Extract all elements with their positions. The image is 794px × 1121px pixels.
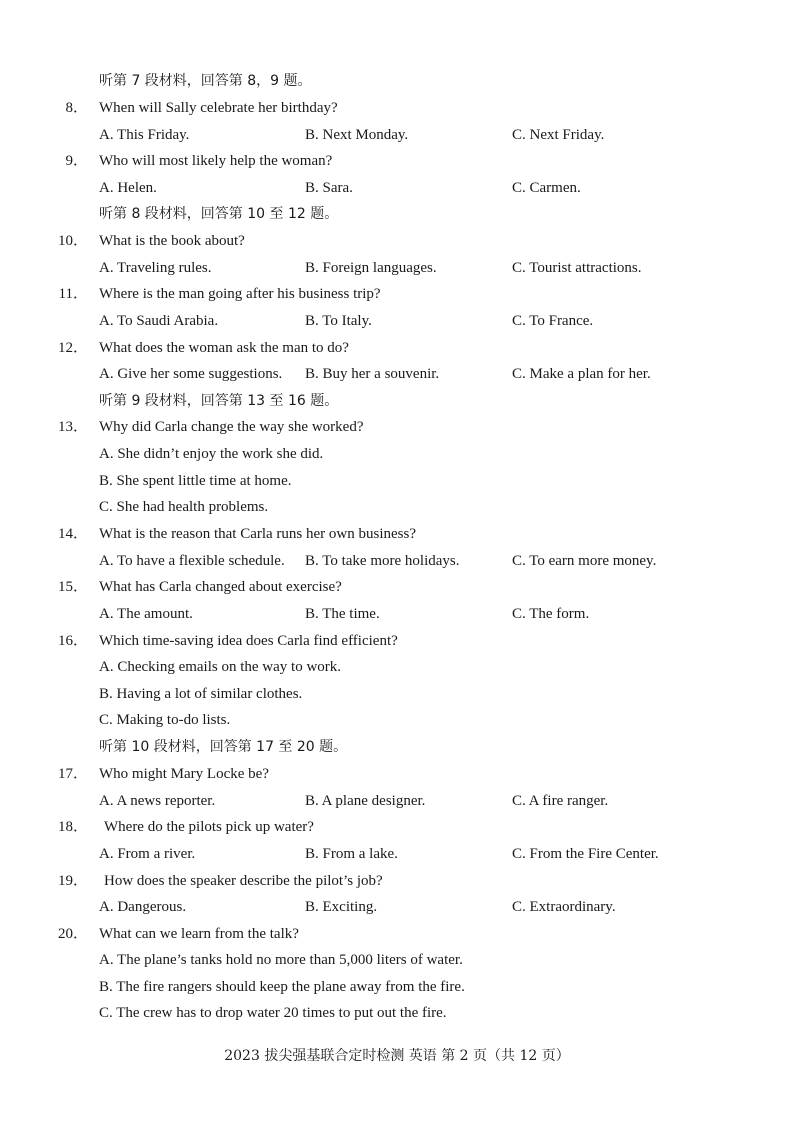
question-text: When will Sally celebrate her birthday? — [99, 100, 338, 116]
question-text: Who will most likely help the woman? — [99, 153, 333, 169]
question-text: What does the woman ask the man to do? — [99, 340, 349, 356]
option-c: C. Carmen. — [512, 180, 581, 196]
question-number: 16． — [58, 633, 89, 649]
question-number: 9． — [65, 153, 88, 169]
option-b: B. Next Monday. — [305, 127, 409, 143]
question-number: 14． — [58, 526, 89, 542]
section-header: 听第 9 段材料，回答第 13 至 16 题。 — [99, 393, 339, 409]
question-text: How does the speaker describe the pilot’s job? — [104, 873, 383, 889]
option-b: B. She spent little time at home. — [99, 473, 292, 489]
option-c: C. To earn more money. — [512, 553, 657, 569]
option-b: B. To Italy. — [305, 313, 372, 329]
option-a: A. The plane’s tanks hold no more than 5,000 liters of water. — [99, 952, 463, 968]
option-a: A. She didn’t enjoy the work she did. — [99, 446, 324, 462]
option-c: C. The form. — [512, 606, 590, 622]
section-header: 听第 10 段材料，回答第 17 至 20 题。 — [99, 739, 348, 755]
question-number: 13． — [58, 419, 89, 435]
question-text: Why did Carla change the way she worked? — [99, 419, 364, 435]
question-text: What is the book about? — [99, 233, 245, 249]
question-text: What has Carla changed about exercise? — [99, 579, 342, 595]
option-a: A. The amount. — [99, 606, 193, 622]
option-a: A. This Friday. — [99, 127, 190, 143]
option-a: A. From a river. — [99, 846, 196, 862]
page-footer: 2023 拔尖强基联合定时检测 英语 第 2 页（共 12 页） — [224, 1048, 570, 1064]
question-number: 11． — [58, 286, 88, 302]
question-text: What can we learn from the talk? — [99, 926, 299, 942]
option-b: B. A plane designer. — [305, 793, 426, 809]
option-c: C. Tourist attractions. — [512, 260, 642, 276]
question-text: Where do the pilots pick up water? — [104, 819, 314, 835]
question-number: 15． — [58, 579, 89, 595]
option-c: C. Making to-do lists. — [99, 712, 231, 728]
question-text: Which time-saving idea does Carla find efficient? — [99, 633, 398, 649]
option-b: B. Sara. — [305, 180, 353, 196]
option-c: C. To France. — [512, 313, 594, 329]
option-b: B. Buy her a souvenir. — [305, 366, 440, 382]
option-b: B. The time. — [305, 606, 380, 622]
option-a: A. A news reporter. — [99, 793, 216, 809]
option-a: A. Traveling rules. — [99, 260, 212, 276]
option-b: B. Exciting. — [305, 899, 378, 915]
question-number: 10． — [58, 233, 89, 249]
question-number: 17． — [58, 766, 89, 782]
option-c: C. Make a plan for her. — [512, 366, 651, 382]
question-text: Where is the man going after his business trip? — [99, 286, 381, 302]
section-header: 听第 7 段材料，回答第 8，9 题。 — [99, 73, 312, 89]
option-a: A. Give her some suggestions. — [99, 366, 283, 382]
question-text: Who might Mary Locke be? — [99, 766, 269, 782]
option-c: C. She had health problems. — [99, 499, 269, 515]
question-number: 12． — [58, 340, 89, 356]
option-a: A. Checking emails on the way to work. — [99, 659, 342, 675]
option-a: A. Helen. — [99, 180, 157, 196]
question-number: 19． — [58, 873, 89, 889]
option-a: A. To have a flexible schedule. — [99, 553, 285, 569]
option-b: B. From a lake. — [305, 846, 398, 862]
option-c: C. Next Friday. — [512, 127, 605, 143]
option-a: A. Dangerous. — [99, 899, 187, 915]
option-b: B. To take more holidays. — [305, 553, 460, 569]
question-number: 18． — [58, 819, 89, 835]
option-c: C. Extraordinary. — [512, 899, 616, 915]
option-b: B. Foreign languages. — [305, 260, 437, 276]
option-c: C. From the Fire Center. — [512, 846, 659, 862]
option-c: C. The crew has to drop water 20 times to put out the fire. — [99, 1005, 447, 1021]
question-number: 20． — [58, 926, 89, 942]
option-a: A. To Saudi Arabia. — [99, 313, 219, 329]
section-header: 听第 8 段材料，回答第 10 至 12 题。 — [99, 206, 339, 222]
option-b: B. Having a lot of similar clothes. — [99, 686, 303, 702]
question-text: What is the reason that Carla runs her own business? — [99, 526, 416, 542]
question-number: 8． — [65, 100, 88, 116]
option-b: B. The fire rangers should keep the plane away from the fire. — [99, 979, 465, 995]
option-c: C. A fire ranger. — [512, 793, 609, 809]
